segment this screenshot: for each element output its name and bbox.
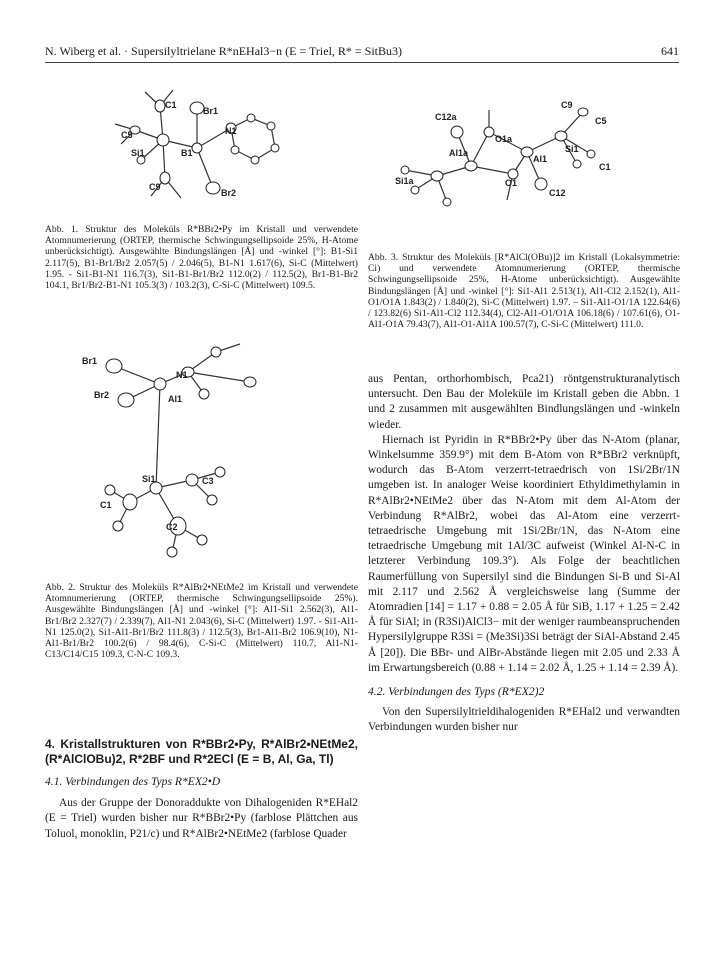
fig3-label-si1: Si1 [565, 144, 579, 154]
figure-3-ortep [365, 90, 665, 230]
running-header [45, 44, 679, 60]
subsection-heading-4-1: 4.1. Verbindungen des Typs R*EX2•D [45, 775, 221, 788]
fig1-label-si1: Si1 [131, 148, 145, 158]
fig1-label-c1: C1 [165, 100, 177, 110]
right-paragraph-1: aus Pentan, orthorhombisch, Pca21) röntgenstrukturanalytisch untersucht. Den Bau der Moleküle im Kristall geben die Abbn. 1 und 2 zusammen mit ausgewählten Bindlungslängen und -winkeln wieder. [368, 373, 680, 431]
figure-2-ortep [80, 340, 330, 572]
left-column [45, 737, 358, 842]
fig3-label-o1a: O1a [495, 134, 513, 144]
figure-2-caption: Abb. 2. Struktur des Moleküls R*AlBr2•NEtMe2 im Kristall und verwendete Atomnumerierung (ORTEP, thermische Schwingungsellipsoide 25%). Ausgewählte Bindungslängen [Å] und -winkel [°]: Al1-Si1 2.562(3), Al1-Br1/Br2 2.327(7) / 2.339(7), Al1-N1 2.043(6), Si-C (Mittelwert) 1.97. - Si1-Al1-N1 125.0(2), Si1-Al1-Br1/Br2 111.8(3) / 112.5(3), Br1-Al1-Br2 106.9(10), N1-Al1-Br1/Br2 100.2(6) / 98.4(6), C-Si-C (Mittelwert) 110.7, Al1-N1-C13/C14/C15 109.3, C-N-C 109.3. [45, 582, 358, 661]
fig1-label-c9: C9 [149, 182, 161, 192]
left-paragraph: Aus der Gruppe der Donoraddukte von Dihalogeniden R*EHal2 (E = Triel) wurden bisher nur R*BBr2•Py (farblose Plättchen aus Toluol, monoklin, P21/c) und R*AlBr2•NEtMe2 (farblose Quader [45, 797, 358, 840]
fig2-label-c1: C1 [100, 500, 112, 510]
fig3-label-al1: Al1 [533, 154, 548, 164]
fig1-label-br2: Br2 [221, 188, 237, 198]
section-heading-4: 4. Kristallstrukturen von R*BBr2•Py, R*AlBr2•NEtMe2, (R*AlClOBu)2, R*2BF und R*2ECl (E = B, Al, Ga, Tl) [45, 737, 358, 766]
subsection-heading-4-2: 4.2. Verbindungen des Typs (R*EX2)2 [368, 685, 545, 699]
right-column [368, 372, 680, 736]
fig3-label-si1a: Si1a [395, 176, 414, 186]
running-title: N. Wiberg et al. · Supersilyltrielane R*nEHal3−n (E = Triel, R* = SitBu3) [45, 44, 403, 58]
fig1-label-n1: N1 [225, 126, 237, 136]
fig3-label-c12: C12 [549, 188, 566, 198]
fig2-label-al1: Al1 [168, 394, 183, 404]
right-paragraph-2: Hiernach ist Pyridin in R*BBr2•Py über das N-Atom (planar, Winkelsumme 359.9°) mit dem B-Atom von R*BBr2 verknüpft, wodurch das B-Atom verzerrt-tetraedrisch von 1Si/2Br/1N umgeben ist. In analoger Weise koordiniert Ethyldimethylamin in R*AlBr2•NEtMe2 über das N-Atom mit dem Al-Atom der Verbindung R*AlBr2, wobei das Al-Atom eine verzerrt-tetraedrische Umgebung mit 1Si/2Br/1N, das N-Atom eine tetraedrische Umgebung mit 1Al/3C aufweist (Winkel Al-N-C in letzterer Verbindung 109.3°). Als Folge der beachtlichen Raumerfüllung von Supersilyl sind die Bindungen Si-B und Si-Al mit 2.117 und 2.562 Å vergleichsweise lang (Summe der Atomradien [14] = 1.17 + 0.88 = 2.05 Å für SiB, 1.17 + 1.25 = 2.42 Å für SiAl; in (R3Si)AlCl3− mit der weniger raumbeanspruchenden Hypersilylgruppe R3Si = (Me3Si)3Si beträgt der SiAl-Abstand 2.45 Å [20]). Die BBr- und AlBr-Abstände liegen mit 2.05 und 2.33 Å im Erwartungsbereich (0.88 + 1.14 = 2.02 Å, 1.25 + 1.14 = 2.39 Å). [368, 433, 680, 674]
fig2-label-si1: Si1 [142, 474, 156, 484]
fig3-label-c12a: C12a [435, 112, 457, 122]
fig2-label-c3: C3 [202, 476, 214, 486]
figure-3-caption: Abb. 3. Struktur des Moleküls [R*AlCl(OBu)]2 im Kristall (Lokalsymmetrie: Ci) und verwendete Atomnumerierung (ORTEP, thermische Schwingungsellipsoide 25%, H-Atome unberücksichtigt). Ausgewählte Bindungslängen [Å] und -winkel [°]: Si1-Al1 2.513(1), Al1-Cl2 2.152(1), Al1-O1/O1A 1.843(2) / 1.840(2), Si-C (Mittelwert) 1.97. – Si1-Al1-O1/1A 122.64(6) / 123.82(6) Si1-Al1-Cl2 112.34(4), Cl2-Al1-O1/O1A 106.18(6) / 107.61(6), O1-Al1-O1A 79.43(7), Al1-O1-Al1A 100.57(7), C-Si-C (Mittelwert) 111.0. [368, 252, 680, 331]
figure-1-caption: Abb. 1. Struktur des Moleküls R*BBr2•Py im Kristall und verwendete Atomnumerierung (ORTEP, thermische Schwingungsellipsoide 25%, H-Atome unberücksichtigt). Ausgewählte Bindungslängen [Å] und -winkel [°]: B1-Si1 2.117(5), B1-Br1/Br2 2.057(5) / 2.046(5), B1-N1 1.617(6), Si-C (Mittelwert) 1.95. - Si1-B1-N1 116.7(3), Si1-B1-Br1/Br2 112.0(2) / 112.5(2), Br1-B1-Br2 104.1, Br1/Br2-B1-N1 105.3(3) / 103.2(3), C-Si-C (Mittelwert) 109.5. [45, 224, 358, 292]
fig2-label-n1: N1 [176, 370, 188, 380]
fig2-label-c2: C2 [166, 522, 178, 532]
fig1-label-br1: Br1 [203, 106, 219, 116]
fig2-label-br1: Br1 [82, 356, 98, 366]
fig1-label-b1: B1 [181, 148, 193, 158]
figure-1-ortep [85, 78, 325, 218]
fig3-label-c1: C1 [599, 162, 611, 172]
fig2-label-br2: Br2 [94, 390, 110, 400]
fig1-label-c5: C5 [121, 130, 133, 140]
fig3-label-al1a: Al1a [449, 148, 469, 158]
page-number: 641 [661, 44, 679, 58]
right-paragraph-3: Von den Supersilyltrieldihalogeniden R*EHal2 und verwandten Verbindungen wurden bisher nur [368, 706, 680, 734]
fig3-label-o1: O1 [505, 178, 518, 188]
fig3-label-c9: C9 [561, 100, 573, 110]
header-rule [45, 62, 679, 63]
fig3-label-c5: C5 [595, 116, 607, 126]
